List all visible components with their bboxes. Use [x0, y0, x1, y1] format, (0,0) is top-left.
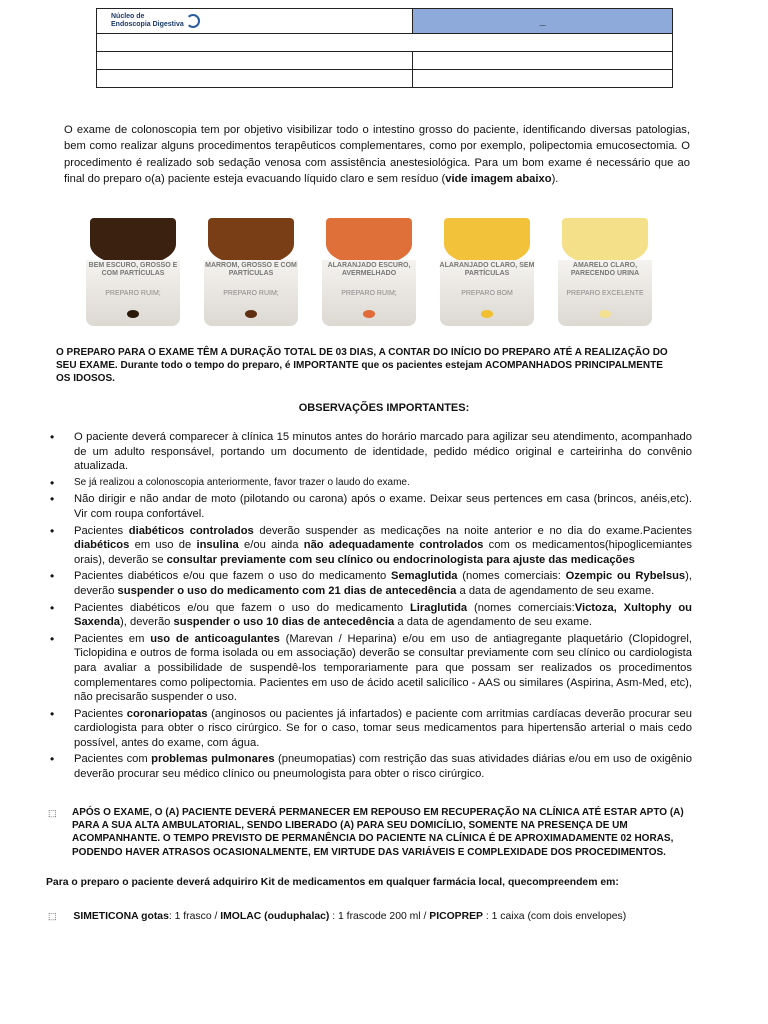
observation-text: insulina — [196, 539, 239, 552]
cup-liquid — [444, 218, 530, 264]
observation-text: a data de agendamento de seu exame. — [394, 616, 593, 629]
med-picoprep: PICOPREP — [429, 911, 483, 922]
cup-prep-quality: PREPARO BOM — [461, 290, 513, 297]
intro-text-a: O exame de colonoscopia tem por objetivo visibilizar todo o intestino grosso do paciente, identificando diversas patologias, bem como realizar alguns procedimentos terapêuticos complementares, como por exemplo, polipectomia emucosectomia. O procedimento é realizado sob sedação venosa com assistência anestesiológica. Para um bom exame é necessário que ao final do preparo o(a) paciente esteja evacuando líquido claro e sem resíduo ( — [64, 124, 690, 186]
cup-liquid — [562, 218, 648, 264]
cup-label: ALARANJADO CLARO, SEM PARTÍCULAS — [439, 262, 535, 277]
observation-text: O paciente deverá comparecer à clínica 15 minutos antes do horário marcado para agilizar seu atendimento, acompanhado de um adulto responsável, portando um documento de identidade, pedido médico original e carteirinha do convênio atualizada. — [74, 431, 692, 473]
logo-icon — [186, 14, 200, 28]
observation-text: Pacientes — [74, 524, 129, 537]
med-imolac-qty: : 1 frascode 200 ml / — [329, 911, 430, 922]
cup-color-dot — [245, 310, 257, 318]
cup-liquid — [208, 218, 294, 264]
cup-liquid — [326, 218, 412, 264]
observation-item — [48, 707, 692, 751]
observations-title: OBSERVAÇÕES IMPORTANTES: — [298, 402, 470, 414]
cup-prep-quality: PREPARO RUIM; — [341, 290, 397, 297]
observation-text: uso de anticoagulantes — [150, 632, 280, 645]
intro-text-b: ). — [551, 173, 559, 186]
med-simeticona-qty: : 1 frasco / — [168, 911, 221, 922]
stool-sample-cup — [436, 212, 538, 330]
cup-prep-quality: PREPARO EXCELENTE — [566, 290, 644, 297]
observation-text: Pacientes diabéticos e/ou que fazem o uso do medicamento — [74, 601, 410, 614]
cup-label: BEM ESCURO, GROSSO E COM PARTÍCULAS — [88, 262, 178, 277]
observation-text: Victoza, Xultophy ou Saxenda — [74, 601, 692, 629]
observation-text: problemas pulmonares — [151, 753, 275, 766]
observation-text: com os medicamentos(hipoglicemiantes orais), deverão se — [74, 539, 692, 566]
med-imolac: IMOLAC (ouduphalac) — [220, 911, 330, 922]
cup-color-dot — [481, 310, 493, 318]
observation-text: deverão suspender as medicações na noite anterior e no dia do exame.Pacientes — [253, 524, 692, 537]
observation-text: Semaglutida — [390, 570, 458, 583]
logo-line2: Endoscopia Digestiva — [111, 21, 184, 28]
duration-notice-caps: O PREPARO PARA O EXAME TÊM A DURAÇÃO TOTAL DE 03 DIAS, A CONTAR DO INÍCIO DO PREPARO ATÉ A REALIZAÇÃO DO SEU EXAME. — [56, 347, 668, 371]
observation-text: Liraglutida — [409, 601, 468, 614]
checkbox-glyph-icon: ⬚ — [48, 911, 57, 921]
observation-text: coronariopatas — [126, 707, 208, 720]
after-exam-text: APÓS O EXAME, O (A) PACIENTE DEVERÁ PERMANECER EM REPOUSO EM RECUPERAÇÃO NA CLÍNICA ATÉ ESTAR APTO (A) PARA A SUA ALTA AMBULATORIAL, SENDO LIBERADO (A) PARA SEU DOMICÍLIO, SOMENTE NA PRESENÇA DE UM ACOMPANHANTE. O TEMPO PREVISTO DE PERMANÊNCIA DO PACIENTE NA CLÍNICA É DE APROXIMADAMENTE 02 HORAS, PODENDO HAVER ATRASOS OCASIONALMENTE, EM VIRTUDE DAS VARIÁVEIS E COMPLEXIDADE DOS PROCEDIMENTOS. — [72, 807, 684, 858]
observation-text: Ozempic ou Rybelsus — [565, 570, 686, 583]
stool-sample-cup — [200, 212, 302, 330]
observation-text: (nomes comerciais: — [457, 570, 566, 583]
checkbox-glyph-icon: ⬚ — [48, 808, 57, 818]
after-exam-notice — [48, 806, 694, 859]
observation-text: não adequadamente controlados — [303, 539, 484, 552]
cup-color-dot — [363, 310, 375, 318]
observation-text: (nomes comerciais: — [467, 601, 575, 614]
cup-liquid — [90, 218, 176, 264]
observation-text: Não dirigir e não andar de moto (pilotando ou carona) após o exame. Deixar seus pertences em casa (brincos, anéis,etc). Vir com roupa confortável. — [74, 493, 692, 520]
duration-notice — [56, 346, 676, 385]
kit-intro: Para o preparo o paciente deverá adquiriro Kit de medicamentos em qualquer farmácia local, quecompreendem em: — [46, 877, 619, 888]
intro-paragraph — [64, 122, 690, 188]
header-cell-left — [97, 52, 413, 70]
cup-label: AMARELO CLARO, PARECENDO URINA — [570, 262, 640, 277]
observation-text: Pacientes com — [74, 753, 152, 766]
cup-label: ALARANJADO ESCURO, AVERMELHADO — [327, 262, 411, 277]
observation-text: diabéticos — [74, 539, 130, 552]
stool-sample-cup — [318, 212, 420, 330]
observation-text: diabéticos controlados — [128, 524, 254, 537]
observation-text: Pacientes diabéticos e/ou que fazem o uso do medicamento — [74, 570, 391, 583]
med-simeticona: SIMETICONA gotas — [73, 911, 169, 922]
observation-text: ), deverão — [74, 570, 692, 597]
observation-text: Pacientes em — [74, 632, 151, 645]
intro-text-bold: vide imagem abaixo — [445, 173, 552, 186]
cup-color-dot — [599, 310, 611, 318]
header-cell-right — [413, 70, 673, 88]
observation-text: suspender o uso 10 dias de antecedência — [173, 616, 395, 629]
cup-label: MARROM, GROSSO E COM PARTÍCULAS — [205, 262, 297, 277]
observation-text: Pacientes — [74, 707, 127, 720]
cup-prep-quality: PREPARO RUIM; — [223, 290, 279, 297]
observation-text: consultar previamente com seu clínico ou endocrinologista para ajuste das medicações — [166, 553, 635, 566]
cup-color-dot — [127, 310, 139, 318]
observation-text: a data de agendamento de seu exame. — [456, 584, 655, 597]
duration-notice-rest: Durante todo o tempo do preparo, é IMPORTANTE que os pacientes estejam ACOMPANHADOS PRINCIPALMENTE OS IDOSOS. — [56, 360, 663, 384]
observations-list — [48, 430, 692, 784]
observation-text: em uso de — [129, 539, 197, 552]
header-cell-right — [413, 52, 673, 70]
med-picoprep-qty: : 1 caixa (com dois envelopes) — [482, 911, 627, 922]
logo-line1: Núcleo de — [111, 13, 145, 20]
observation-item — [48, 601, 692, 630]
observation-item — [48, 492, 692, 521]
observation-item — [48, 632, 692, 705]
header-title: _ — [413, 9, 673, 34]
medications-line — [48, 911, 728, 922]
header-cell-left — [97, 70, 413, 88]
stool-sample-cup — [554, 212, 656, 330]
observation-item — [48, 430, 692, 474]
stool-color-chart — [82, 212, 672, 330]
observation-text: e/ou ainda — [238, 539, 304, 552]
observation-text: ), deverão — [120, 616, 174, 629]
observation-text: suspender o uso do medicamento com 21 dias de antecedência — [117, 584, 457, 597]
header-table — [96, 8, 673, 88]
observation-text: (Marevan / Heparina) e/ou em uso de antiagregante plaquetário (Clopidogrel, Ticlopidina e outros de forma isolada ou em associação) deverão se consultar previamente com seu clínico ou cardiologista para avaliar a possibilidade de suspendê-los temporariamente para que possam ser realizados os procedimentos complementares como polipectomia. Pacientes em uso de ácido acetil salicílico - AAS ou similares (Aspirina, Asm-Med, etc), não precisarão suspender o uso. — [74, 632, 692, 704]
clinic-logo — [97, 9, 412, 33]
observation-item — [48, 476, 692, 491]
logo-cell — [97, 9, 413, 34]
observation-text: (anginosos ou pacientes já infartados) e paciente com arritmias cardíacas deverão procurar seu cardiologista para obter o risco cirúrgico. Se for o caso, tomar seus medicamentos para hipertensão arterial o mais cedo possível, antes do exame, com água. — [74, 707, 692, 749]
observation-item — [48, 524, 692, 568]
observation-item — [48, 569, 692, 598]
observation-item — [48, 752, 692, 781]
stool-sample-cup — [82, 212, 184, 330]
cup-prep-quality: PREPARO RUIM; — [105, 290, 161, 297]
header-row-empty — [97, 34, 673, 52]
observation-text: (pneumopatias) com restrição das suas atividades diárias e/ou em uso de oxigênio deverão procurar seu médico clínico ou pneumologista para obter o risco cirúrgico. — [74, 753, 692, 781]
observation-text: Se já realizou a colonoscopia anteriormente, favor trazer o laudo do exame. — [74, 476, 410, 488]
